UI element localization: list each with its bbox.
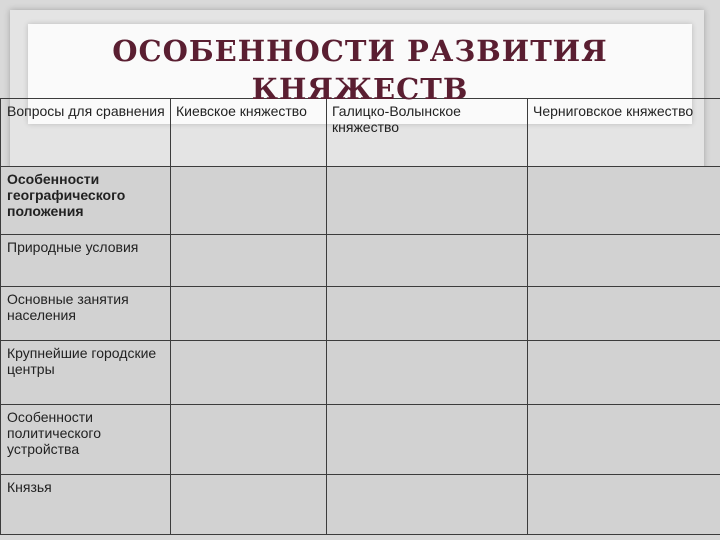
table-cell: [327, 167, 528, 235]
header-kiev: Киевское княжество: [171, 99, 327, 167]
table-row: [1, 405, 720, 475]
table-cell: [327, 405, 528, 475]
table-row: [1, 235, 720, 287]
table-cell: [528, 475, 720, 535]
table-cell: [171, 235, 327, 287]
row-label: Основные занятия населения: [1, 287, 171, 341]
table-row: [1, 475, 720, 535]
slide-title: ОСОБЕННОСТИ РАЗВИТИЯ КНЯЖЕСТВ: [112, 34, 608, 106]
header-galicia-volhynia: Галицко-Волынское княжество: [327, 99, 528, 167]
table-cell: [327, 287, 528, 341]
row-label: Князья: [1, 475, 171, 535]
row-label: Крупнейшие городские центры: [1, 341, 171, 405]
table-cell: [327, 475, 528, 535]
table-cell: [528, 341, 720, 405]
header-chernigov: Черниговское княжество: [528, 99, 720, 167]
table-row: [1, 341, 720, 405]
table-cell: [171, 475, 327, 535]
table-cell: [528, 405, 720, 475]
table-row: [1, 287, 720, 341]
table-cell: [171, 287, 327, 341]
table-row: [1, 167, 720, 235]
table-cell: [327, 235, 528, 287]
table-cell: [528, 287, 720, 341]
header-questions: Вопросы для сравнения: [1, 99, 171, 167]
table-cell: [171, 405, 327, 475]
table-cell: [528, 235, 720, 287]
table-cell: [327, 341, 528, 405]
table-cell: [171, 341, 327, 405]
table-cell: [171, 167, 327, 235]
table-cell: [528, 167, 720, 235]
table-header-row: [1, 99, 720, 167]
row-label: Особенности географического положения: [1, 167, 171, 235]
row-label: Особенности политического устройства: [1, 405, 171, 475]
comparison-table: [0, 98, 720, 535]
row-label: Природные условия: [1, 235, 171, 287]
